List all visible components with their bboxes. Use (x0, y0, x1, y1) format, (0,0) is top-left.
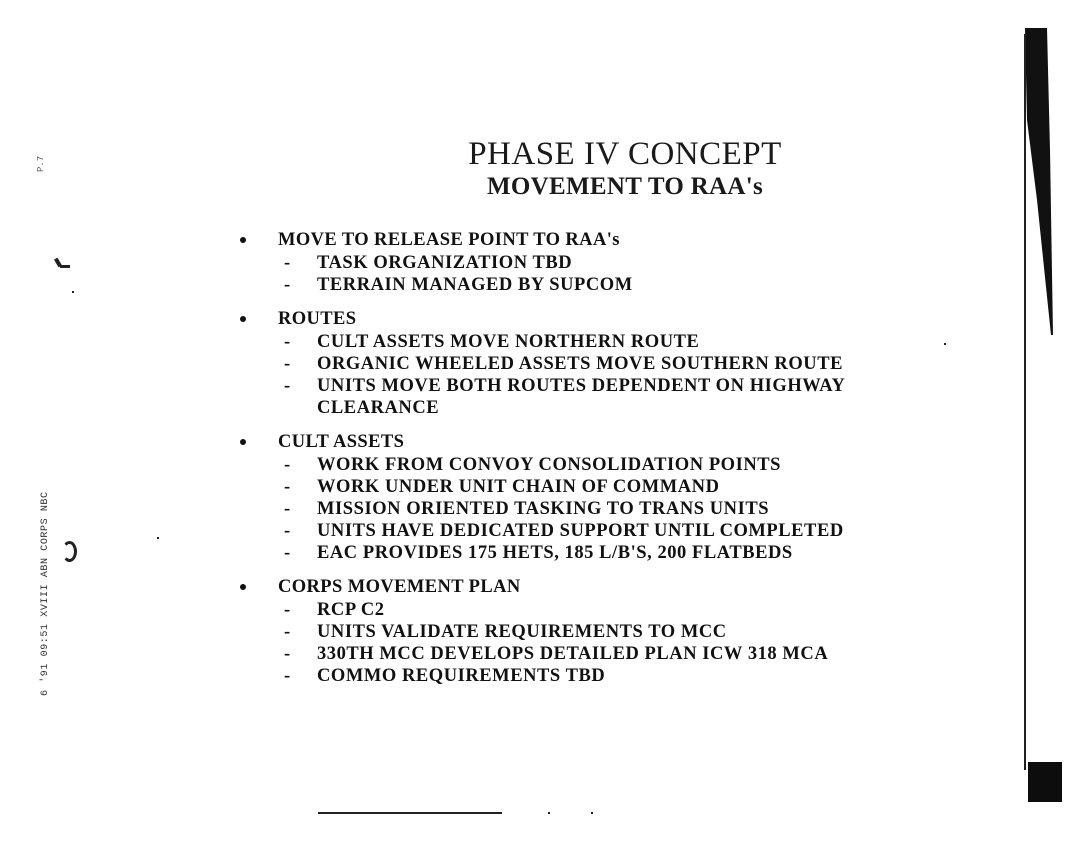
list-item (236, 542, 956, 564)
scan-speck (157, 537, 159, 539)
dash-icon: - (284, 275, 291, 295)
list-item-text: UNITS HAVE DEDICATED SUPPORT UNTIL COMPLETED (317, 521, 844, 541)
dash-icon: - (284, 332, 291, 352)
list-item-text: TERRAIN MANAGED BY SUPCOM (317, 275, 633, 295)
fax-page-number: P.7 (36, 155, 46, 172)
section-heading: CORPS MOVEMENT PLAN (278, 577, 521, 597)
bottom-rule (318, 812, 502, 814)
dash-icon: - (284, 354, 291, 374)
list-item-text: WORK FROM CONVOY CONSOLIDATION POINTS (317, 455, 782, 475)
list-item-text: COMMO REQUIREMENTS TBD (317, 666, 606, 686)
section-cult-assets (236, 430, 956, 564)
bullet-row (236, 430, 956, 454)
scan-speck (548, 812, 550, 814)
section-heading: CULT ASSETS (278, 432, 405, 452)
list-item (236, 375, 956, 397)
dash-icon: - (284, 666, 291, 686)
list-item-continuation: CLEARANCE (317, 398, 440, 418)
bullet-list (236, 228, 956, 698)
section-heading: MOVE TO RELEASE POINT TO RAA's (278, 230, 620, 250)
scan-speck (62, 541, 77, 562)
list-item-text: CULT ASSETS MOVE NORTHERN ROUTE (317, 332, 700, 352)
bullet-icon (240, 316, 246, 322)
list-item-text: RCP C2 (317, 600, 385, 620)
dash-icon: - (284, 499, 291, 519)
list-item (236, 331, 956, 353)
list-item (236, 454, 956, 476)
bullet-row (236, 575, 956, 599)
page-subtitle: MOVEMENT TO RAA's (487, 173, 763, 200)
dash-icon: - (284, 644, 291, 664)
list-item (236, 599, 956, 621)
section-routes (236, 307, 956, 419)
section-heading: ROUTES (278, 309, 357, 329)
bullet-icon (240, 584, 246, 590)
list-item-text: MISSION ORIENTED TASKING TO TRANS UNITS (317, 499, 770, 519)
scan-edge-bar (1005, 0, 1085, 850)
list-item-text: UNITS MOVE BOTH ROUTES DEPENDENT ON HIGHWAY (317, 376, 846, 396)
dash-icon: - (284, 622, 291, 642)
section-corps-movement-plan (236, 575, 956, 687)
page-title: PHASE IV CONCEPT (468, 136, 782, 172)
list-item-text: EAC PROVIDES 175 HETS, 185 L/B'S, 200 FLATBEDS (317, 543, 793, 563)
scan-speck (591, 812, 593, 814)
scan-speck (72, 291, 74, 293)
list-item (236, 621, 956, 643)
list-item (236, 665, 956, 687)
list-item-text: WORK UNDER UNIT CHAIN OF COMMAND (317, 477, 720, 497)
section-move-to-release-point (236, 228, 956, 296)
dash-icon: - (284, 521, 291, 541)
scan-speck (60, 265, 70, 268)
fax-transmission-header: 6 '91 09:51 XVIII ABN CORPS NBC (40, 491, 51, 696)
bullet-icon (240, 439, 246, 445)
dash-icon: - (284, 600, 291, 620)
list-item-text: TASK ORGANIZATION TBD (317, 253, 573, 273)
dash-icon: - (284, 376, 291, 396)
dash-icon: - (284, 477, 291, 497)
list-item (236, 476, 956, 498)
list-item (236, 643, 956, 665)
list-item (236, 353, 956, 375)
dash-icon: - (284, 543, 291, 563)
list-item-text: 330TH MCC DEVELOPS DETAILED PLAN ICW 318 MCA (317, 644, 829, 664)
list-item-text: UNITS VALIDATE REQUIREMENTS TO MCC (317, 622, 727, 642)
list-item (236, 252, 956, 274)
bullet-row (236, 307, 956, 331)
list-item-text: ORGANIC WHEELED ASSETS MOVE SOUTHERN ROUTE (317, 354, 843, 374)
dash-icon: - (284, 455, 291, 475)
bullet-row (236, 228, 956, 252)
bullet-icon (240, 237, 246, 243)
dash-icon: - (284, 253, 291, 273)
list-item (236, 274, 956, 296)
list-item (236, 498, 956, 520)
list-item (236, 520, 956, 542)
